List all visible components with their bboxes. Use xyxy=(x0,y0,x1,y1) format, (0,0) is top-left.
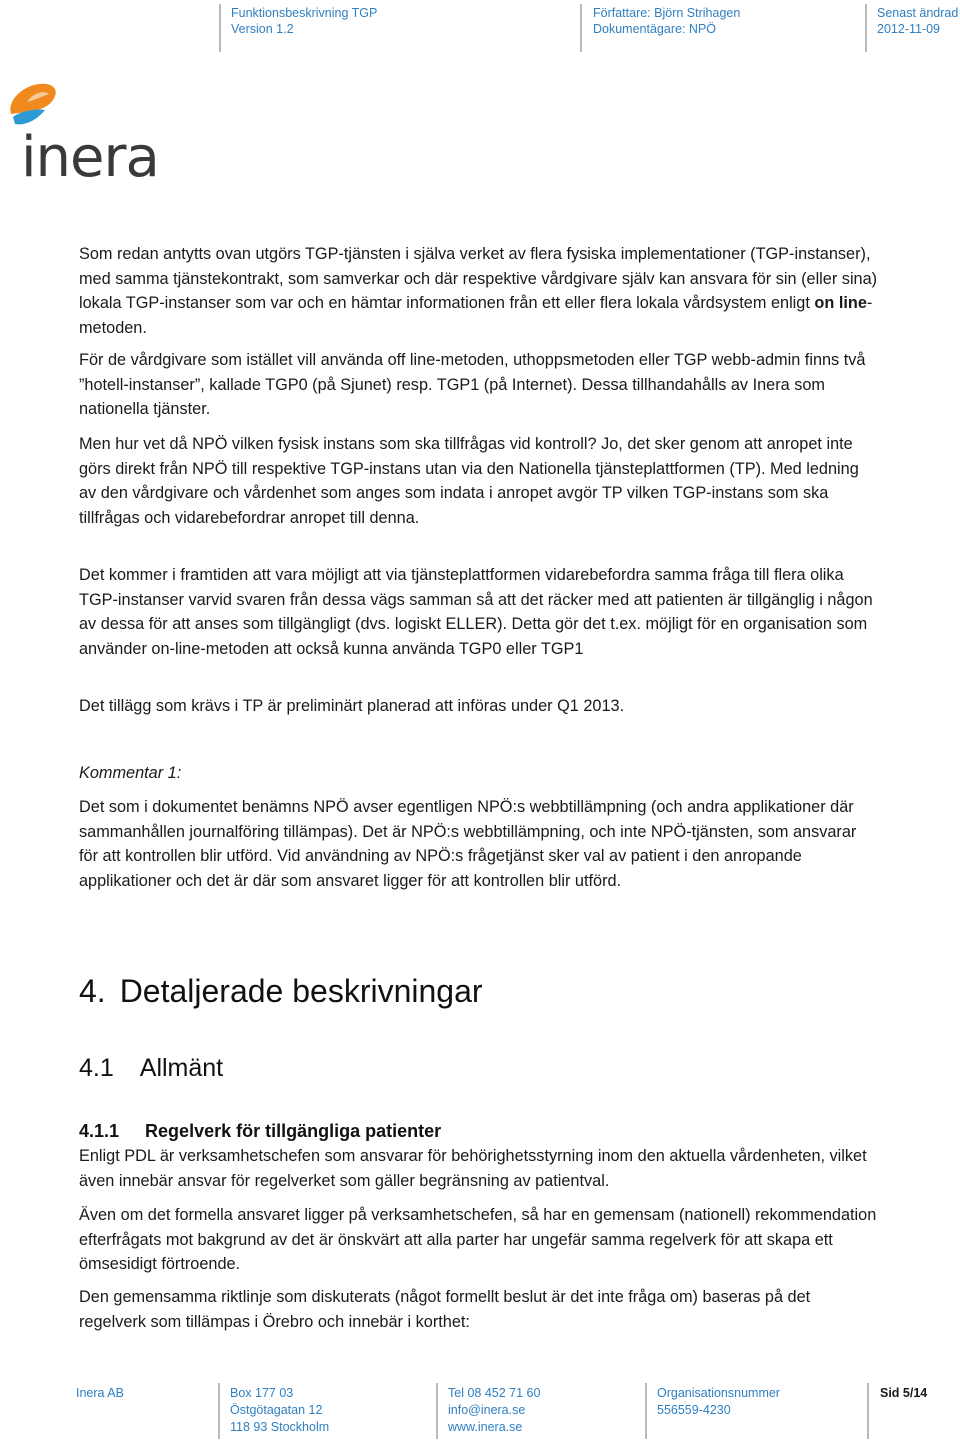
footer-address xyxy=(230,1385,329,1436)
heading-4-title: Detaljerade beskrivningar xyxy=(119,973,483,1009)
header-version: Version 1.2 xyxy=(231,22,294,36)
logo-wordmark: inera xyxy=(21,125,159,182)
footer-divider xyxy=(867,1383,869,1439)
paragraph-comment: Det som i dokumentet benämns NPÖ avser egentligen NPÖ:s webbtillämpning (och andra applikationer där sammanhållen journalföring tillämpas). Det är NPÖ:s webbtillämpning, och inte NPÖ-tjänsten, som ansvarar för att kontrollen blir utförd. Vid användning av NPÖ:s frågetjänst sker val av patient i den anropande applikationer och det är där som ansvaret ligger för att kontrollen blir utförd. xyxy=(79,798,857,890)
heading-4-1-1 xyxy=(79,1120,441,1142)
header-divider xyxy=(865,4,867,52)
header-authors xyxy=(593,5,740,37)
paragraph-5: Det tillägg som krävs i TP är preliminärt planerad att införas under Q1 2013. xyxy=(79,697,625,715)
heading-4-1-1-number: 4.1.1 xyxy=(79,1121,120,1141)
bold-line: line xyxy=(838,294,867,312)
paragraph-3: Men hur vet då NPÖ vilken fysisk instans som ska tillfrågas vid kontroll? Jo, det sker genom att anropet inte görs direkt från NPÖ till respektive TGP-instans utan via den Nationella tjänsteplattformen (TP). Med ledning av den vårdgivare och vårdenhet som anges som indata i anropet avgör TP vilken TGP-instans som ska tillfrågas och vidarebefordrar anropet till denna. xyxy=(79,435,859,527)
bold-on: on xyxy=(814,294,835,312)
header-modified-label: Senast ändrad xyxy=(877,6,959,20)
footer-divider xyxy=(645,1383,647,1439)
footer-address-street: Östgötagatan 12 xyxy=(230,1403,323,1417)
footer-org-number: 556559-4230 xyxy=(657,1403,731,1417)
footer-address-box: Box 177 03 xyxy=(230,1386,294,1400)
footer-email[interactable]: info@inera.se xyxy=(448,1403,526,1417)
comment-label: Kommentar 1: xyxy=(79,764,182,782)
header-doc-title: Funktionsbeskrivning TGP xyxy=(231,6,378,20)
paragraph-9: Den gemensamma riktlinje som diskuterats (något formellt beslut är det inte fråga om) baseras på det regelverk som tillämpas i Örebro och innebär i korthet: xyxy=(79,1288,811,1331)
page-number: Sid 5/14 xyxy=(880,1386,928,1400)
footer-divider xyxy=(218,1383,220,1439)
header-divider xyxy=(219,4,221,52)
heading-4-number: 4. xyxy=(79,973,106,1009)
inera-logo-mark-icon xyxy=(5,82,170,182)
heading-4-1-title: Allmänt xyxy=(139,1054,224,1082)
header-author: Författare: Björn Strihagen xyxy=(593,6,741,20)
header-divider xyxy=(580,4,582,52)
footer-website[interactable]: www.inera.se xyxy=(448,1420,523,1434)
footer-divider xyxy=(436,1383,438,1439)
paragraph-4: Det kommer i framtiden att vara möjligt att via tjänsteplattformen vidarebefordra samma fråga till flera olika TGP-instanser varvid svaren från dessa vägs samman så att det räcker med att patienten är tillgänglig i någon av dessa för att anses som tillgängligt (dvs. logiskt ELLER). Detta gör det t.ex. möjligt för en organisation som använder on-line-metoden att också kunna använda TGP0 eller TGP1 xyxy=(79,566,873,658)
paragraph-1 xyxy=(79,242,879,340)
footer-contact xyxy=(448,1385,540,1436)
footer-phone: Tel 08 452 71 60 xyxy=(448,1386,541,1400)
paragraph-1-end: -metoden. xyxy=(79,294,873,337)
paragraph-2: För de vårdgivare som istället vill använda off line-metoden, uthoppsmetoden eller TGP webb-admin finns två ”hotell-instanser”, kallade TGP0 (på Sjunet) resp. TGP1 (på Internet). Dessa tillhandahålls av Inera som nationella tjänster. xyxy=(79,351,866,418)
paragraph-7: Enligt PDL är verksamhetschefen som ansvarar för behörighetsstyrning inom den aktuella vårdenheten, vilket även innebär ansvar för regelverket som gäller begränsning av patientval. xyxy=(79,1147,867,1190)
footer-address-city: 118 93 Stockholm xyxy=(230,1420,330,1434)
inera-logo xyxy=(5,82,170,182)
heading-4-1 xyxy=(79,1053,223,1083)
header-modified-date: 2012-11-09 xyxy=(877,22,941,36)
footer-org xyxy=(657,1385,780,1419)
header-doc-info xyxy=(231,5,377,37)
footer-company xyxy=(76,1385,124,1402)
header-owner: Dokumentägare: NPÖ xyxy=(593,22,716,36)
paragraph-8: Även om det formella ansvaret ligger på verksamhetschefen, så har en gemensam (nationell) rekommendation efterfrågats mot bakgrund av det är önskvärt att alla parter har ungefär samma regelverk för att skapa ett ömsesidigt förtroende. xyxy=(79,1206,877,1273)
header-modified xyxy=(877,5,958,37)
footer-org-label: Organisationsnummer xyxy=(657,1386,780,1400)
paragraph-1-text: Som redan antytts ovan utgörs TGP-tjänsten i själva verket av flera fysiska implementationer (TGP-instanser), med samma tjänstekontrakt, som samverkar och där respektive vårdgivare själv kan ansvara för sin (eller sina) lokala TGP-instanser som var och en hämtar informationen från ett eller flera lokala vårdsystem enligt xyxy=(79,245,878,312)
heading-4 xyxy=(79,972,483,1010)
heading-4-1-number: 4.1 xyxy=(79,1054,114,1082)
heading-4-1-1-title: Regelverk för tillgängliga patienter xyxy=(145,1121,442,1141)
footer-company-name: Inera AB xyxy=(76,1386,124,1400)
